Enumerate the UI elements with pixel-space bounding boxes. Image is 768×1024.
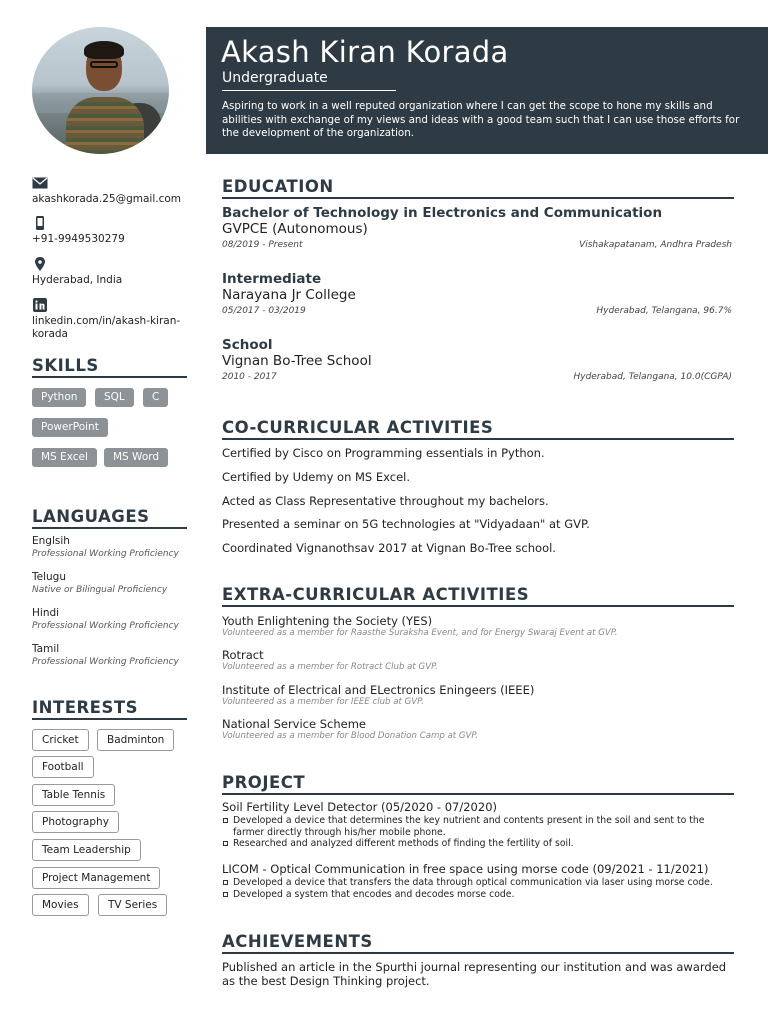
extracurricular-item: National Service Scheme Volunteered as a member for Blood Donation Camp at GVP. <box>222 717 479 741</box>
interest-tag: Photography <box>32 811 119 833</box>
education-heading: EDUCATION <box>222 177 734 199</box>
project-bullet: Developed a device that transfers the data through optical communication via laser using morse code. <box>222 877 734 889</box>
language-item: Englsih Professional Working Proficiency <box>32 535 179 559</box>
extracurricular-item: Rotract Volunteered as a member for Rotract Club at GVP. <box>222 648 438 672</box>
candidate-role: Undergraduate <box>222 70 328 86</box>
project-heading: PROJECT <box>222 773 734 795</box>
phone-text: +91-9949530279 <box>32 233 125 245</box>
cocurricular-item: Acted as Class Representative throughout my bachelors. <box>222 494 549 508</box>
linkedin-text: linkedin.com/in/akash-kiran-korada <box>32 315 181 340</box>
cocurricular-item: Certified by Udemy on MS Excel. <box>222 470 411 484</box>
contact-email[interactable] <box>32 176 188 206</box>
skill-tag: Python <box>32 388 86 407</box>
email-text: akashkorada.25@gmail.com <box>32 193 181 205</box>
location-text: Hyderabad, India <box>32 274 123 286</box>
candidate-name: Akash Kiran Korada <box>221 35 509 69</box>
extracurricular-heading: EXTRA-CURRICULAR ACTIVITIES <box>222 585 734 607</box>
project-bullet: Developed a device that determines the key nutrient and contents present in the soil and sent to the farmer directly through his/her mobile phone. <box>222 815 734 838</box>
extracurricular-item: Institute of Electrical and ELectronics Eningeers (IEEE) Volunteered as a member for IEEE club at GVP. <box>222 683 535 707</box>
language-item: Telugu Native or Bilingual Proficiency <box>32 571 168 595</box>
project-bullet: Researched and analyzed different methods of finding the fertility of soil. <box>222 838 734 850</box>
languages-heading: LANGUAGES <box>32 507 187 529</box>
language-item: Hindi Professional Working Proficiency <box>32 607 179 631</box>
skill-tag: MS Excel <box>32 448 97 467</box>
skills-heading: SKILLS <box>32 356 187 378</box>
interests-heading: INTERESTS <box>32 698 187 720</box>
achievements-heading: ACHIEVEMENTS <box>222 932 734 954</box>
interest-tag: Cricket <box>32 729 89 751</box>
skill-tag: PowerPoint <box>32 418 108 437</box>
mail-icon <box>32 176 48 190</box>
contact-phone[interactable] <box>32 216 188 246</box>
cocurricular-item: Presented a seminar on 5G technologies at "Vidyadaan" at GVP. <box>222 517 590 531</box>
header-divider <box>222 90 396 91</box>
project-entry: Soil Fertility Level Detector (05/2020 - 07/2020) Developed a device that determines the key nutrient and contents present in the soil and sent to the farmer directly through his/her mobile phone. Researched and analyzed different methods of finding the fertility of soil. <box>222 800 734 850</box>
interest-tag: TV Series <box>98 894 167 916</box>
interest-tag: Movies <box>32 894 89 916</box>
contact-location <box>32 257 188 287</box>
header-banner <box>206 27 768 154</box>
skill-tag: C <box>143 388 168 407</box>
interest-tag: Project Management <box>32 867 160 889</box>
education-entry: School Vignan Bo-Tree School 2010 - 2017 Hyderabad, Telangana, 10.0(CGPA) <box>222 337 732 382</box>
phone-icon <box>32 216 48 230</box>
linkedin-icon <box>32 298 48 312</box>
project-entry: LICOM - Optical Communication in free space using morse code (09/2021 - 11/2021) Developed a device that transfers the data through optical communication via laser using morse code. Developed a system that encodes and decodes morse code. <box>222 862 734 900</box>
skill-tag: SQL <box>95 388 134 407</box>
cocurricular-item: Coordinated Vignanothsav 2017 at Vignan Bo-Tree school. <box>222 541 556 555</box>
interest-tag: Table Tennis <box>32 784 115 806</box>
education-entry: Intermediate Narayana Jr College 05/2017 - 03/2019 Hyderabad, Telangana, 96.7% <box>222 271 732 316</box>
contact-linkedin[interactable] <box>32 298 188 341</box>
achievement-text: Published an article in the Spurthi journal representing our institution and was awarded as the best Design Thinking project. <box>222 960 727 988</box>
skill-tag: MS Word <box>104 448 168 467</box>
summary-text: Aspiring to work in a well reputed organization where I can get the scope to hone my skills and abilities with exchange of my views and ideas with a good team such that I can use those efforts for the development of the organization. <box>222 100 740 139</box>
interest-tag: Badminton <box>97 729 174 751</box>
location-pin-icon <box>32 257 48 271</box>
cocurricular-heading: CO-CURRICULAR ACTIVITIES <box>222 418 734 440</box>
interest-tag: Football <box>32 756 94 778</box>
cocurricular-item: Certified by Cisco on Programming essentials in Python. <box>222 446 545 460</box>
profile-photo <box>32 27 169 154</box>
language-item: Tamil Professional Working Proficiency <box>32 643 179 667</box>
project-bullet: Developed a system that encodes and decodes morse code. <box>222 889 734 901</box>
extracurricular-item: Youth Enlightening the Society (YES) Volunteered as a member for Raasthe Suraksha Event, and for Energy Swaraj Event at GVP. <box>222 614 618 638</box>
interest-tag: Team Leadership <box>32 839 141 861</box>
education-entry: Bachelor of Technology in Electronics and Communication GVPCE (Autonomous) 08/2019 - Present Vishakapatanam, Andhra Pradesh <box>222 205 732 250</box>
